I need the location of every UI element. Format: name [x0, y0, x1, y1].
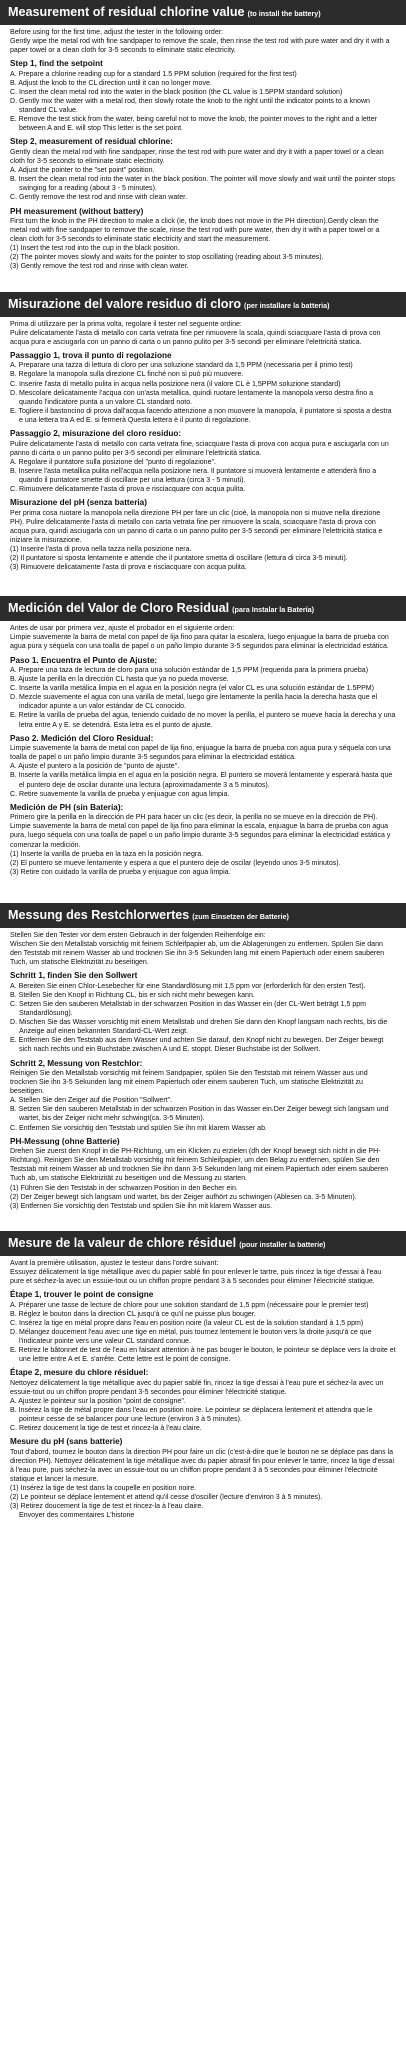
intro-paragraph: Limpie suavemente la barra de metal con papel de lija fino para quitar la escalera, luego enjuague la barra de prueba con agua pura y séquela con una toalla de papel o un paño limpio durante 3-5 segundos para eliminar la electricidad estática.	[10, 634, 389, 651]
step1-item-c: C. Inserte la varilla metálica limpia en el agua en la posición negra (el valor CL es una solución estándar de 1.5PPM)	[10, 685, 375, 693]
intro-line: Prima di utilizzare per la prima volta, regolare il tester nel seguente ordine:	[10, 320, 242, 328]
step2-item-c: C. Rimuovere delicatamente l'asta di prova e risciacquare con acqua pulita.	[10, 485, 246, 493]
intro-line: Before using for the first time, adjust the tester in the following order:	[10, 29, 224, 36]
section-subtitle: (per installare la batteria)	[244, 300, 330, 310]
ph-item-3: (3) Retire con cuidado la varilla de prueba y enjuague con agua limpia.	[10, 868, 231, 876]
step1-heading: Paso 1. Encuentra el Punto de Ajuste:	[10, 655, 158, 665]
step2-item-a: A. Stellen Sie den Zeiger auf die Position "Sollwert".	[10, 1097, 173, 1105]
section-title: Mesure de la valeur de chlore résiduel	[8, 1235, 237, 1250]
step1-item-a: A. Prepare una taza de lectura de cloro para una solución estándar de 1,5 PPM (requerida para la primera prueba)	[10, 667, 369, 674]
step1-heading: Passaggio 1, trova il punto di regolazione	[10, 350, 172, 360]
step1-item-e: E. Togliere il bastoncino di prova dall'acqua facendo attenzione a non muovere la manopola, il puntatore si sposta a destra e una lettera tra A ed E. si fermerà Questa lettera è il punto di regolazione.	[10, 407, 392, 424]
step2-item-b: B. Insert the clean metal rod into the water in the black position. The pointer will move slowly and wait until the pointer stops swinging for a reading (about 3 - 5 minutes).	[10, 176, 395, 193]
step1-heading: Étape 1, trouver le point de consigne	[10, 1290, 154, 1300]
step1-item-d: D. Mélangez doucement l'eau avec une tige en métal, puis tournez lentement le bouton vers la droite jusqu'à ce que l'indicateur pointe vers une valeur CL standard connue.	[10, 1328, 372, 1345]
step2-intro: Reinigen Sie den Metallstab vorsichtig mit feinem Sandpapier, spülen Sie den Teststab mit reinem Wasser aus und trocknen Sie ihn 3-5 Sekunden lang mit einem Papiertuch oder einem sauberen Tuch, um statische Elektrizität zu beseitigen.	[10, 1070, 368, 1096]
step1-item-e: E. Remove the test stick from the water, being careful not to move the knob, the pointer moves to the right and a letter between A and E. will stop This letter is the set point.	[10, 116, 378, 133]
ph-item-3: (3) Retirez doucement la tige de test et rincez-la à l'eau claire.	[10, 1503, 204, 1511]
ph-footer-note: Envoyer des commentaires L'historie	[19, 1512, 135, 1520]
section-french	[0, 1231, 406, 1525]
step1-item-d: D. Gently mix the water with a metal rod, then slowly rotate the knob to the right until the indicator points to a known standard CL value.	[10, 98, 370, 115]
step2-heading: Paso 2. Medición del Cloro Residual:	[10, 733, 154, 743]
step2-heading: Passaggio 2, misurazione del cloro residuo:	[10, 429, 182, 438]
step2-item-c: C. Retirez doucement la tige de test et rincez-la à l'eau claire.	[10, 1425, 202, 1433]
step1-item-d: D. Mischen Sie das Wasser vorsichtig mit einem Metallstab und drehen Sie dann den Knopf langsam nach rechts, bis die Anzeige auf einen bekannten Standard-CL-Wert zeigt.	[10, 1019, 388, 1036]
section-gap	[0, 276, 406, 292]
ph-heading: PH-Messung (ohne Batterie)	[10, 1136, 120, 1146]
ph-item-2: (2) The pointer moves slowly and waits for the pointer to stop oscillating (reading about 3-5 minutes).	[10, 254, 324, 262]
ph-item-2: (2) Der Zeiger bewegt sich langsam und wartet, bis der Zeiger aufhört zu schwingen (Ablesen ca. 3-5 Minuten).	[10, 1193, 357, 1201]
step1-item-e: E. Retirez le bâtonnet de test de l'eau en faisant attention à ne pas bouger le bouton, le pointeur se déplace vers la droite et une lettre entre A et E. s'arrête. Cette lettre est le point de consigne.	[10, 1347, 396, 1364]
step1-item-a: A. Bereiten Sie einen Chlor-Lesebecher für eine Standardlösung mit 1,5 ppm vor (erforderlich für den ersten Test).	[10, 982, 366, 990]
ph-item-1: (1) Insert the test rod into the cup in the black position.	[10, 245, 180, 253]
step2-intro: Limpie suavemente la barra de metal con papel de lija fino, enjuague la barra de prueba con agua pura y séquela con una toalla de papel o un paño limpio durante 3-5 segundos para eliminar la electricidad estática.	[10, 745, 391, 762]
ph-intro: First turn the knob in the PH direction to make a click (ie, the knob does not move in the PH direction).Gently clean the metal rod with fine sandpaper to remove the scale, rinse the test rod with pure water, then dry it with a paper towel or a clean cloth for 3-5 seconds to eliminate static electricity and start the measurement.	[10, 218, 380, 244]
step1-item-b: B. Adjust the knob to the CL direction until it can no longer move.	[10, 79, 212, 87]
intro-paragraph: Wischen Sie den Metallstab vorsichtig mit feinem Schleifpapier ab, um die Ablagerungen zu entfernen. Spülen Sie dann den Teststab mit reinem Wasser ab und trocknen Sie ihn 3-5 Sekunden lang mit einem Papiertuch oder einem sauberen Tuch, um statische Elektrizität zu beseitigen.	[10, 940, 385, 967]
section-header	[0, 292, 406, 317]
section-gap	[0, 881, 406, 903]
section-title: Messung des Restchlorwertes	[8, 907, 190, 922]
step1-item-b: B. Réglez le bouton dans la direction CL jusqu'à ce qu'il ne puisse plus bouger.	[10, 1310, 256, 1318]
step1-item-e: E. Entfernen Sie den Teststab aus dem Wasser und achten Sie darauf, den Knopf nicht zu bewegen. Der Zeiger bewegt sich nach rechts und ein Buchstabe zwischen A und E. stoppt. Dieser Buchstabe ist der Sollwert.	[10, 1037, 384, 1054]
ph-item-1: (1) Inserire l'asta di prova nella tazza nella posizione nera.	[10, 545, 192, 553]
section-gap	[0, 1215, 406, 1231]
ph-item-2: (2) Le pointeur se déplace lentement et attend qu'il cesse d'osciller (lecture d'environ 3 à 5 minutes).	[10, 1494, 323, 1502]
step1-item-b: B. Ajuste la perilla en la dirección CL hasta que ya no pueda moverse.	[10, 676, 229, 684]
step2-item-a: A. Adjust the pointer to the "set point" position.	[10, 167, 155, 175]
step1-item-d: D. Mescolare delicatamente l'acqua con un'asta metallica, quindi ruotare lentamente la manopola verso destra fino a quando l'indicatore punta a un valore CL standard noto.	[10, 389, 374, 406]
step1-item-e: E. Retire la varilla de prueba del agua, teniendo cuidado de no mover la perilla, el puntero se mueve hacia la derecha y una letra entre A y E. se detendrá. Esta letra es el punto de ajuste.	[10, 712, 396, 729]
step1-heading: Step 1, find the setpoint	[10, 59, 103, 69]
intro-line: Stellen Sie den Tester vor dem ersten Gebrauch in der folgenden Reihenfolge ein:	[10, 931, 266, 939]
ph-item-1: (1) Insérez la tige de test dans la coupelle en position noire.	[10, 1485, 197, 1493]
section-subtitle: (pour installer la batterie)	[239, 1239, 326, 1249]
step2-item-b: B. Inserte la varilla metálica limpia en el agua en la posición negra. El puntero se moverá lentamente y esperará hasta que el puntero deje de oscilar durante una lectura (aproximadamente 3 a 5 minutos).	[10, 772, 393, 789]
step2-item-c: C. Retire suavemente la varilla de prueba y enjuague con agua limpia.	[10, 790, 230, 798]
intro-line: Avant la première utilisation, ajustez le testeur dans l'ordre suivant:	[10, 1259, 219, 1267]
ph-heading: PH measurement (without battery)	[10, 206, 144, 216]
step1-item-c: C. Setzen Sie den sauberen Metallstab in der schwarzen Position in das Wasser ein (der CL-Wert beträgt 1,5 ppm Standardlösung).	[10, 1000, 367, 1018]
step2-intro: Pulire delicatamente l'asta di metallo con carta vetrata fine, sciacquare l'asta di prova con acqua pura e asciugarla con un panno di carta o un panno pulito per 3-5 secondi per eliminare l'elettricità statica.	[10, 440, 389, 457]
step1-item-c: C. Insert the clean metal rod into the water in the black position (the CL value is 1.5PPM standard solution)	[10, 88, 343, 96]
section-header	[0, 0, 406, 25]
step2-item-a: A. Ajuste el puntero a la posición de "punto de ajuste".	[10, 763, 180, 771]
section-title: Medición del Valor de Cloro Residual	[8, 601, 230, 616]
ph-heading: Medición de PH (sin Batería):	[10, 802, 124, 812]
step2-item-b: B. Setzen Sie den sauberen Metallstab in der schwarzen Position in das Wasser ein.Der Zeiger bewegt sich langsam und wartet, bis der Zeiger nicht mehr schwingt(ca. 3-5 Minuten).	[10, 1106, 389, 1123]
intro-paragraph: Essuyez délicatement la tige métallique avec du papier sablé fin pour enlever le tartre, puis rincez la tige d'essai à l'eau pure et séchez-la avec un essuie-tout ou un chiffon propre pendant 3 à 5 secondes pour éliminer l'électricité statique.	[10, 1268, 382, 1285]
section-gap	[0, 576, 406, 596]
step1-item-b: B. Stellen Sie den Knopf in Richtung CL, bis er sich nicht mehr bewegen kann.	[10, 991, 255, 999]
step2-item-b: B. Inserire l'asta metallica pulita nell'acqua nella posizione nera. Il puntatore si muoverà lentamente e attenderà fino a quando il puntatore smette di oscillare per una lettura (circa 3 - 5 minuti).	[10, 467, 377, 484]
ph-intro: Per prima cosa ruotare la manopola nella direzione PH per fare un clic (cioè, la manopola non si muove nella direzione PH). Pulire delicatamente l'asta di metallo con carta vetrata fine per rimuovere la scala, sciacquare l'asta di prova con acqua pura, quindi asciugarla con un panno di carta o un panno pulito per 3-5 secondi per eliminare l'elettricità statica e iniziare la misurazione.	[10, 509, 383, 544]
step2-item-b: B. Insérez la tige de métal propre dans l'eau en position noire. Le pointeur se déplacera lentement et attendra que le pointeur cesse de se balancer pour une lecture (environ 3 à 5 minutes).	[10, 1407, 373, 1424]
intro-line: Antes de usar por primera vez, ajuste el probador en el siguiente orden:	[10, 625, 235, 633]
ph-item-3: (3) Entfernen Sie vorsichtig den Teststab und spülen Sie ihn mit klarem Wasser aus.	[10, 1202, 273, 1210]
section-german	[0, 903, 406, 1215]
section-header	[0, 596, 406, 621]
step1-item-d: D. Mezcle suavemente el agua con una varilla de metal, luego gire lentamente la perilla hacia la derecha hasta que el indicador apunte a un valor estándar de CL conocido.	[10, 694, 378, 711]
step1-item-a: A. Préparer une tasse de lecture de chlore pour une solution standard de 1,5 ppm (nécessaire pour le premier test)	[10, 1301, 369, 1309]
ph-heading: Misurazione del pH (senza batteria)	[10, 498, 147, 508]
step1-item-a: A. Prepare a chlorine reading cup for a standard 1.5 PPM solution (required for the first test)	[10, 70, 297, 78]
section-title: Misurazione del valore residuo di cloro	[8, 296, 242, 311]
ph-intro: Drehen Sie zuerst den Knopf in die PH-Richtung, um ein Klicken zu erzielen (dh der Knopf bewegt sich nicht in die PH-Richtung). Reinigen Sie den Metallstab vorsichtig mit feinem Schleifpapier, um den Belag zu entfernen, spülen Sie den Teststab mit reinem Wasser ab und trocknen Sie ihn dann 3-5 Sekunden lang mit einem Papiertuch oder einem sauberen Tuch ab, um statische Elektrizität zu beseitigen und die Messung zu starten.	[10, 1148, 389, 1183]
step2-intro: Gently clean the metal rod with fine sandpaper, rinse the test rod with pure water and dry it with a paper towel or a clean cloth for 3-5 seconds to eliminate static electricity.	[10, 148, 384, 166]
ph-intro: Primero gire la perilla en la dirección de PH para hacer un clic (es decir, la perilla no se mueve en la dirección de PH). Limpie suavemente la barra de metal con papel de lija fino para eliminar la escala, enjuague la barra de prueba con agua pura, luego séquela con una toalla de papel o un paño limpio durante 3-5 segundos para eliminar la electricidad estática y comenzar la medición.	[10, 814, 391, 849]
step2-item-a: A. Ajustez le pointeur sur la position "point de consigne".	[10, 1397, 186, 1405]
step1-heading: Schritt 1, finden Sie den Sollwert	[10, 971, 138, 981]
ph-item-2: (2) Il puntatore si sposta lentamente e attende che il puntatore smetta di oscillare (lettura di circa 3-5 minuti).	[10, 555, 348, 563]
step1-item-b: B. Regolare la manopola sulla direzione CL finché non si può più muovere.	[10, 371, 244, 379]
section-subtitle: (zum Einsetzen der Batterie)	[192, 911, 289, 921]
step2-heading: Step 2, measurement of residual chlorine:	[10, 137, 173, 147]
step2-item-c: C. Gently remove the test rod and rinse with clean water.	[10, 194, 188, 202]
ph-item-3: (3) Gently remove the test rod and rinse with clean water.	[10, 263, 189, 271]
section-header	[0, 903, 406, 928]
intro-paragraph: Pulire delicatamente l'asta di metallo con carta vetrata fine per rimuovere la scala, quindi sciacquare l'asta di prova con acqua pura e asciugarla con un panno di carta o un panno pulito per 3-5 secondi per eliminare l'elettricità statica.	[10, 329, 381, 346]
step2-item-a: A. Regolare il puntatore sulla posizione del "punto di regolazione".	[10, 458, 216, 466]
section-subtitle: (to install the battery)	[247, 9, 321, 18]
step2-heading: Étape 2, mesure du chlore résiduel:	[10, 1368, 149, 1378]
section-header	[0, 1231, 406, 1256]
step1-item-c: C. Insérez la tige en métal propre dans l'eau en position noire (la valeur CL est de la solution standard à 1,5 ppm)	[10, 1319, 364, 1327]
ph-item-1: (1) Inserte la varilla de prueba en la taza en la posición negra.	[10, 850, 204, 858]
intro-paragraph: Gently wipe the metal rod with fine sandpaper to remove the scale, then rinse the test rod with pure water and dry it with a paper towel or a clean cloth for 3-5 seconds to eliminate static electricity.	[10, 38, 390, 55]
step1-item-c: C. Inserire l'asta di metallo pulita in acqua nella posizione nera (il valore CL è 1,5PPM soluzione standard)	[10, 380, 341, 388]
section-english	[0, 0, 406, 276]
ph-item-3: (3) Rimuovere delicatamente l'asta di prova e risciacquare con acqua pulita.	[10, 564, 247, 572]
step2-intro: Nettoyez délicatement la tige métallique avec du papier sablé fin, rincez la tige d'essai à l'eau pure et séchez-la avec un essuie-tout ou un chiffon propre pendant 3-5 secondes pour éliminer l'électricité statique.	[10, 1379, 384, 1396]
section-subtitle: (para Instalar la Batería)	[232, 605, 315, 615]
section-spanish	[0, 596, 406, 881]
ph-intro: Tout d'abord, tournez le bouton dans la direction PH pour faire un clic (c'est-à-dire que le bouton ne se déplace pas dans la direction PH). Nettoyez délicatement la tige métallique avec du papier abrasif fin pour enlever le tartre, rincez la tige d'essai à l'eau pure, puis séchez-la avec un essuie-tout ou un chiffon propre pendant 3 à 5 secondes pour éliminer l'électricité statique et lancer la mesure.	[10, 1448, 395, 1484]
section-title: Measurement of residual chlorine value	[8, 5, 245, 19]
step2-heading: Schritt 2, Messung von Restchlor:	[10, 1058, 143, 1068]
section-italian	[0, 292, 406, 577]
step2-item-c: C. Entfernen Sie vorsichtig den Teststab und spülen Sie ihn mit klarem Wasser ab.	[10, 1124, 267, 1132]
step1-item-a: A. Preparare una tazza di lettura di cloro per una soluzione standard da 1,5 PPM (necessaria per il primo test)	[10, 362, 353, 370]
ph-item-1: (1) Führen Sie den Teststab in der schwarzen Position in den Becher ein.	[10, 1184, 238, 1192]
ph-heading: Mesure du pH (sans batterie)	[10, 1437, 123, 1447]
ph-item-2: (2) El puntero se mueve lentamente y espera a que el puntero deje de oscilar (leyendo unos 3-5 minutos).	[10, 859, 341, 867]
